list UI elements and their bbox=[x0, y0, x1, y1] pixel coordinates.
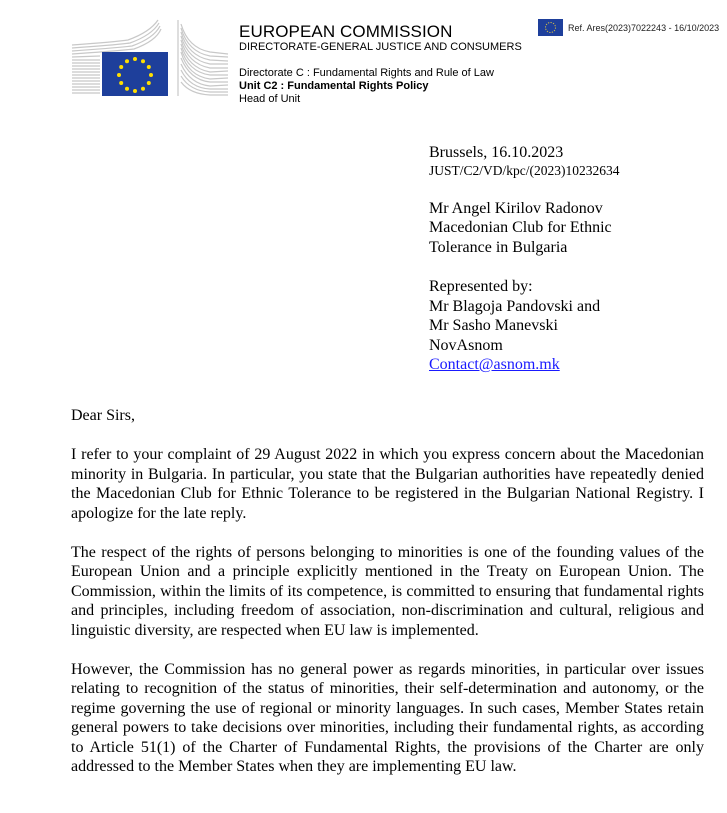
letter-body bbox=[71, 406, 704, 796]
representative-line: Mr Blagoja Pandovski and bbox=[429, 297, 601, 315]
representative-line: Mr Sasho Manevski bbox=[429, 317, 558, 334]
reference-text: Ref. Ares(2023)7022243 - 16/10/2023 bbox=[568, 22, 720, 33]
letterhead bbox=[239, 22, 522, 106]
recipient-line: Tolerance in Bulgaria bbox=[429, 238, 568, 256]
eu-commission-logo-icon bbox=[70, 18, 230, 98]
salutation: Dear Sirs, bbox=[71, 407, 135, 424]
directorate: Directorate C : Fundamental Rights and Rule of Law bbox=[239, 67, 494, 79]
reference-stamp bbox=[538, 19, 719, 36]
recipient-line: Macedonian Club for Ethnic bbox=[429, 219, 612, 236]
role: Head of Unit bbox=[239, 93, 301, 105]
email-link[interactable]: Contact@asnom.mk bbox=[429, 356, 560, 373]
file-reference: JUST/C2/VD/kpc/(2023)10232634 bbox=[429, 162, 620, 178]
eu-flag-icon bbox=[538, 19, 563, 36]
paragraph: The respect of the rights of persons belonging to minorities is one of the founding values of the European Union and a principle explicitly mentioned in the Treaty on European Union. The Commission, within the limits of its competence, is committed to ensuring that fundamental rights and principles, including freedom of association, non-discrimination and cultural, religious and linguistic diversity, are respected when EU law is implemented. bbox=[71, 543, 704, 639]
paragraph: However, the Commission has no general power as regards minorities, in particular over issues relating to recognition of the status of minorities, their self-determination and autonomy, or the regime governing the use of regional or minority languages. In such cases, Member States retain general powers to take decisions over minorities, including their fundamental rights, as according to Article 51(1) of the Charter of Fundamental Rights, the provisions of the Charter are only addressed to the Member States when they are implementing EU law. bbox=[71, 660, 704, 775]
recipient-line: Mr Angel Kirilov Radonov bbox=[429, 199, 603, 217]
unit: Unit C2 : Fundamental Rights Policy bbox=[239, 80, 429, 92]
representative-line: NovAsnom bbox=[429, 336, 503, 354]
represented-label: Represented by: bbox=[429, 278, 533, 295]
address-block bbox=[429, 143, 620, 375]
place-date: Brussels, 16.10.2023 bbox=[429, 144, 564, 161]
directorate-general: DIRECTORATE-GENERAL JUSTICE AND CONSUMERS bbox=[239, 41, 522, 53]
organization-name: EUROPEAN COMMISSION bbox=[239, 22, 453, 41]
paragraph: I refer to your complaint of 29 August 2022 in which you express concern about the Macedonian minority in Bulgaria. In particular, you state that the Bulgarian authorities have repeatedly denied the Macedonian Club for Ethnic Tolerance to be registered in the Bulgarian National Registry. I apologize for the late reply. bbox=[71, 446, 704, 522]
